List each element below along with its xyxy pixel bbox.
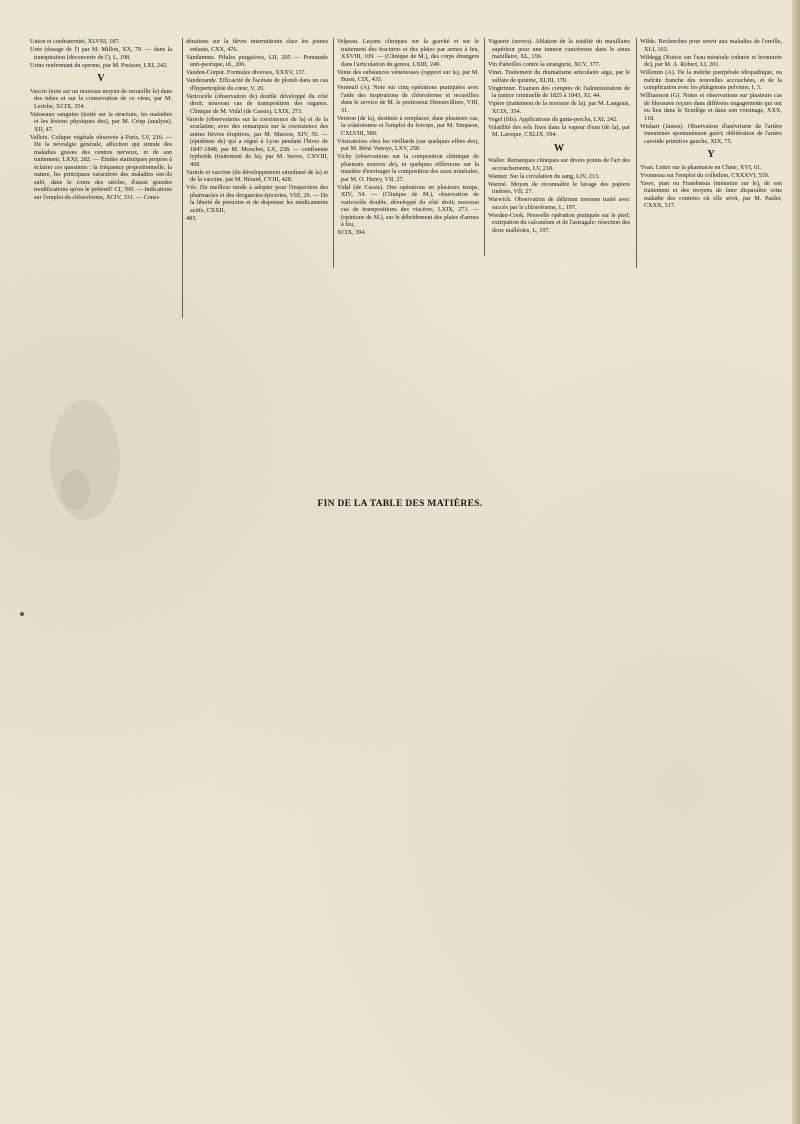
- index-columns: [30, 38, 784, 638]
- index-entry: Vichy (observations sur la composition chimique de plusieurs sources de), et quelques réflexions sur la manière d'envisager la composition des eaux minérales, par M. O. Henry, VII, 27.: [337, 153, 479, 183]
- ink-dot: [20, 612, 24, 616]
- index-entry: Vandezande. Efficacité de l'acétate de plomb dans un cas d'hypertrophie du cœur, V, 20.: [186, 77, 328, 92]
- index-entry: Varicocèle (observation de) double développé du côté droit; nouveau cas de transposition des organes. Clinique de M. Vidal (de Cassis), LXIX, 273.: [186, 92, 328, 115]
- section-letter: V: [97, 73, 105, 84]
- column-5: [640, 38, 782, 210]
- index-entry: XCIX, 394.: [337, 229, 367, 236]
- index-entry: Wanner. Sur la circulation du sang, LIV, 213.: [488, 172, 600, 180]
- index-entry: Vogel (fils). Applications du gutta-percha, LXI, 242.: [488, 115, 618, 123]
- index-entry: Yvonneau sur l'emploi du collodion, CXXXVI, 539.: [640, 171, 770, 179]
- index-entry: Vée. Du meilleur mode à adopter pour l'inspection des pharmacies et des drogueries-épiceries, VIII, 29. — De la liberté de prescrire et de dispenser les médicaments actifs, CXXII,: [186, 184, 328, 214]
- index-entry: Variole (observations sur la coexistence de la) et de la scarlatine, avec des remarques sur la coexistence des autres fièvres éruptives, par M. Marson, XIV, 56. — (épidémie de) qui a régné à Lyon pendant l'hiver de 1847-1848, par M. Mouchet, LX, 238. — confluente typhoïde (traitement de la), par M. Serres, CXVIII, 468.: [186, 115, 328, 168]
- index-entry: Waller. Remarques cliniques sur divers points de l'art des accouchements, LV, 218.: [488, 157, 630, 172]
- index-entry: dérations sur la fièvre intermittente chez les jeunes enfants, CXX, 476.: [186, 38, 328, 53]
- section-letter: W: [554, 142, 564, 154]
- index-entry: Vanden-Corput. Formules diverses, XXXV, 137.: [186, 69, 307, 76]
- index-entry: Vésicatoires chez les vieillards (sur quelques effets des), par M. Réné Vanoye, LXV, 258.: [337, 137, 479, 152]
- index-entry: Union et confraternité, XLVIII, 187.: [30, 38, 120, 45]
- index-entry: Variole et vaccine (du développement simultané de la) et de la vaccine, par M. Hérard, CVIII, 428.: [186, 168, 328, 183]
- index-entry: Willemin (A). De la métrite puerpérale idiopathique, ou métrite franche des nouvelles accouchées, et de la complication avec les phlegmons pelviens, I, 3.: [640, 69, 782, 91]
- index-entry: Vin d'abeilles contre la strangurie, XCV, 377.: [488, 61, 601, 68]
- index-entry: Yaws, pian ou Frambœsia (mémoire sur le), de son traitement et des moyens de faire disparaître cette maladie des contrées où elle sévit, par M. Paulet, CXXX, 517.: [640, 179, 782, 209]
- index-entry: Vinet. Traitement du rhumatisme articulaire aigu, par le sulfate de quinine, XLIII, 170.: [488, 69, 630, 84]
- index-entry: Warwick. Observation de délirium tremens traité avec succès par le chloroforme, L, 197.: [488, 196, 630, 211]
- index-entry: Vingtrinier. Examen des comptes de l'administration de la justice criminelle de 1825 à 1843, XI, 44.: [488, 84, 630, 99]
- index-entry: Vandamme. Pilules purgatives, LII, 205 — Pommade anti-psorique, id., 206.: [186, 53, 328, 68]
- column-1: [30, 38, 172, 202]
- index-entry: Vaccin (note sur un nouveau moyen de recueillir le) dans des tubes et sur la conservation de ce virus, par M. Leriche, XCIX, 354.: [30, 87, 172, 110]
- index-entry: Valleix. Colique végétale observée à Paris, LV, 216. — De la névralgie générale, affection qui simule des maladies graves des centres nerveux, et de son traitement, LXXI, 282. — Études statistiques propres à éclairer ces questions : la fréquence proportionnelle, la nature, les principaux caractères des maladies ont-ils subi, dans le cours des siècles, d'aussi grandes modifications qu'on le prétend? CI, 399. — Indications sur l'emploi du chloroforme, XCIV, 331. — Consi-: [30, 133, 172, 201]
- index-entry: Viguerie (neveu). Ablation de la totalité du maxillaire supérieur pour une tumeur cancéreuse dans le sinus maxillaire, XL, 156.: [488, 38, 630, 60]
- column-4: [488, 38, 630, 235]
- index-entry: Vipère (traitement de la morsure de la), par M. Langrais, XCIX, 354.: [488, 100, 630, 115]
- index-entry: 483.: [186, 214, 197, 222]
- column-3: [337, 38, 479, 237]
- index-entry: Velpeau. Leçons cliniques sur la gravité et sur le traitement des fractures et des plaies par armes à feu, XXVIII, 109. — (Clinique de M.), des corps étrangers dans l'articulation du genou, LXIII, 249.: [337, 38, 479, 68]
- index-entry: Yvan. Lettre sur la pharmacie en Chine, XVI, 61.: [640, 163, 762, 171]
- column-divider: [636, 38, 637, 268]
- page-edge: [792, 0, 800, 1124]
- index-entry: Williamson (G). Notes et observations sur plusieurs cas de blessures reçues dans différens engagements qui ont eu lieu dans le Scutlège et dans son voisinage, XXX, 118.: [640, 92, 782, 122]
- index-entry: Vaisseaux sanguins (traité sur la structure, les maladies et les lésions physiques des), par M. Crisp (analyse), XII, 47.: [30, 110, 172, 133]
- index-entry: Wishart (James). Observation d'anévrisme de l'artère innominée spontanément guéri; oblitération de l'artère carotide primitive gauche, XIX, 75.: [640, 122, 782, 145]
- column-2: [186, 38, 328, 223]
- index-entry: Urée (dosage de l') par M. Millon, XX, 79. — dans la transpiration (découverte de l'), L, 198.: [30, 46, 172, 61]
- index-entry: Volatilité des sels fixes dans la vapeur d'eau (de la), par M. Laroque, CXLIX, 594.: [488, 123, 630, 138]
- index-entry: Weeden-Cook. Nouvelle opération pratiquée sur le pied; extirpation du calcanéum et de l'astragale; résection des deux malléoles, L, 197.: [488, 211, 630, 234]
- section-letter: Y: [707, 149, 715, 160]
- index-entry: Warmé. Moyen de reconnaître le lavage des papiers timbrés, VII, 27.: [488, 180, 630, 195]
- index-entry: Urine renfermant du sperme, par M. Preisser, LXI, 242.: [30, 61, 168, 69]
- end-of-table-heading: FIN DE LA TABLE DES MATIÈRES.: [317, 499, 483, 509]
- index-entry: Wilde. Recherches pour servir aux maladies de l'oreille, XLI, 163.: [640, 38, 782, 53]
- column-divider: [182, 38, 183, 318]
- index-entry: Vidal (de Cassis). Des opérations en plusieurs temps, XIV, 54. — (Clinique de M.), observation de varicocèle double, développé du côté droit; nouveau cas de transpositions des viscères, LXIX, 273. — (opinions de M.), sur le débridement des plaies d'armes à feu,: [337, 183, 479, 228]
- index-entry: Version (de la), destinée à remplacer, dans plusieurs cas, la crâniotomie et l'emploi du forceps, par M. Simpson, CXLVIII, 589.: [337, 114, 479, 137]
- index-entry: Vente des substances vénéneuses (rapport sur la), par M. Bussi, CIX, 433.: [337, 68, 479, 83]
- column-divider: [333, 38, 334, 268]
- column-divider: [484, 38, 485, 256]
- index-entry: Wildegg (Notice sur l'eau minérale iodurée et bromurée de), par M. A. Robert, LI, 201.: [640, 53, 782, 68]
- index-entry: Verneuil (A). Note sur cinq opérations pratiquées avec l'aide des inspirations de chloroforme et recueillies dans le service de M. le professeur Denonvilliers, VIII, 31.: [337, 84, 479, 114]
